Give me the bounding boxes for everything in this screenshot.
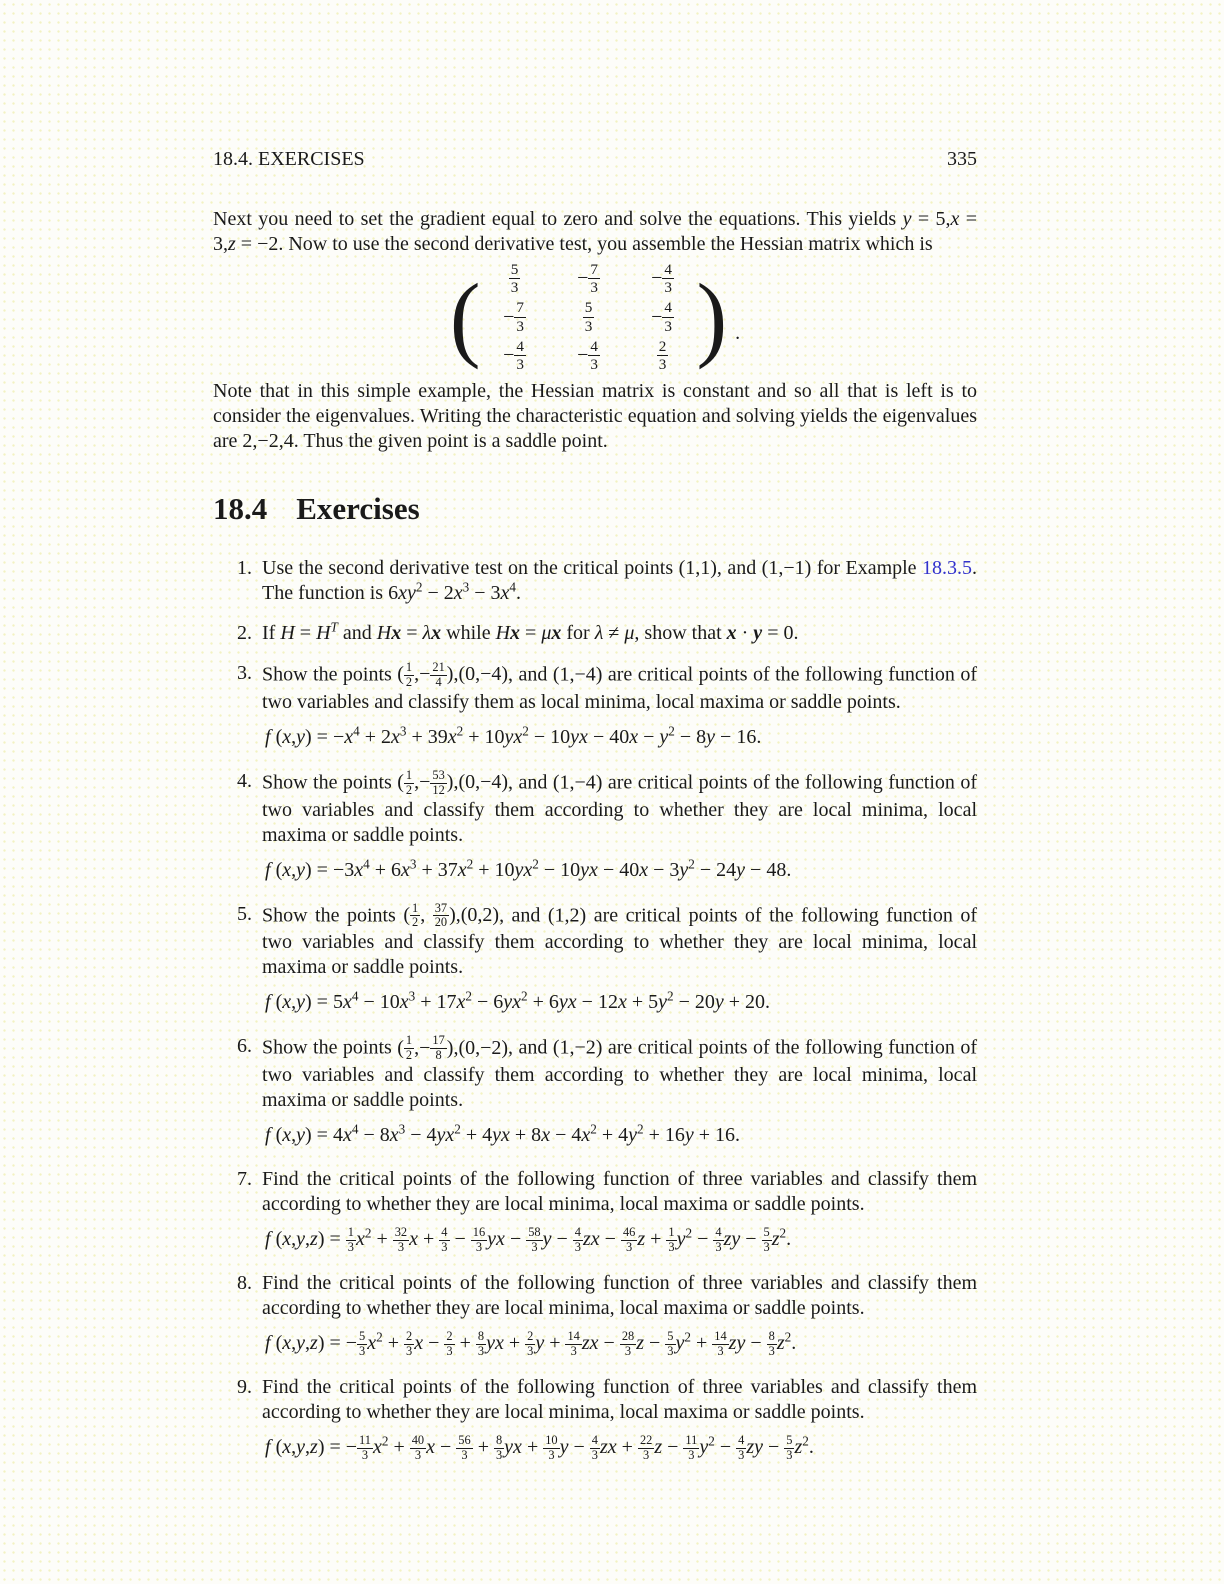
inline-math: (1,−2) (552, 1036, 603, 1059)
inline-math: 2,−2,4 (242, 430, 294, 452)
section-number: 18.4 (213, 491, 268, 526)
fraction: $\frac{8}{3}$ (768, 1328, 775, 1358)
fraction: $\frac{56}{3}$ (458, 1432, 471, 1462)
matrix-left-paren: ( (449, 263, 481, 371)
fraction: $\frac{2}{3}$ (527, 1328, 534, 1358)
inline-math: f (x,y,z) = − $\frac{11}{3}$ $x^2$ + $\frac{40}{3}$ x − $\frac{56}{3}$ + $\frac{8}{3}$ yx + $\frac{10}{3}$ y − $\frac{4}{3}$ zx + $\frac{22}{3}$ z − $\frac{11}{3}$ $y^2$ − $\frac{4}{3}$ zy − $\frac{5}{3}$ $z^2$. (265, 1432, 814, 1462)
fraction: $\frac{1}{2}$ (412, 900, 419, 930)
matrix-cell: − $\frac{7}{3}$ (503, 299, 524, 335)
exercise-body: Show the points ( $\frac{1}{2}$ ,− $\frac{53}{12}$ ),(0,−4), and (1,−4) are critical points of the following function of two variables and classify them according to whether they are local minima, local maxima or saddle points. (262, 767, 977, 846)
exercise-equation (262, 1222, 977, 1256)
exercise-content (262, 556, 977, 606)
inline-math: ( $\frac{1}{2}$ ,− $\frac{53}{12}$ ),(0,−4) (397, 767, 509, 797)
hessian-matrix (213, 261, 977, 373)
exercise-body: Find the critical points of the following function of three variables and classify them according to whether they are local minima, local maxima or saddle points. (262, 1168, 977, 1216)
fraction: $\frac{14}{3}$ (714, 1328, 727, 1358)
exercise-content (262, 902, 977, 1020)
fraction: $\frac{22}{3}$ (639, 1432, 653, 1462)
fraction: $\frac{58}{3}$ (528, 1224, 541, 1254)
exercise-item (213, 556, 977, 606)
exercise-item (213, 769, 977, 887)
exercise-number: 2. (237, 622, 252, 644)
fraction: $\frac{8}{3}$ (495, 1432, 503, 1462)
fraction: $\frac{1}{2}$ (405, 767, 413, 797)
exercise-content (262, 661, 977, 754)
inline-math: (1,−4) (552, 771, 603, 794)
inline-math: f $(x,y) = 5x^4 - 10x^3 + 17x^2 - 6yx^2 + 6yx - 12x + 5y^2 - 20y + 20$. (265, 988, 771, 1014)
section-heading (213, 492, 977, 526)
matrix-cell (563, 299, 615, 334)
exercise-equation (262, 985, 977, 1019)
exercise-item (213, 1271, 977, 1360)
matrix-cell: − $\frac{4}{3}$ (503, 337, 524, 373)
fraction: $\frac{17}{8}$ (432, 1033, 445, 1063)
fraction: $\frac{5}{3}$ (667, 1328, 674, 1358)
exercise-item (213, 661, 977, 754)
fraction: $\frac{8}{3}$ (477, 1328, 485, 1358)
matrix-period: . (735, 321, 741, 344)
fraction: $\frac{11}{3}$ (685, 1432, 698, 1462)
exercise-number: 3. (237, 662, 252, 684)
fraction: $\frac{2}{3}$ (406, 1328, 413, 1358)
exercise-content (262, 1034, 977, 1152)
fraction: $\frac{4}{3}$ (664, 261, 672, 297)
fraction: $\frac{7}{3}$ (590, 261, 598, 297)
exercise-number: 4. (237, 769, 252, 792)
inline-math: y = 5,x = 3,z = −2 (213, 208, 978, 255)
matrix-cell: − $\frac{4}{3}$ (651, 261, 672, 297)
fraction: $\frac{40}{3}$ (411, 1432, 425, 1462)
fraction: $\frac{5}{3}$ (584, 299, 593, 335)
fraction: $\frac{4}{3}$ (738, 1432, 745, 1462)
inline-math: f (x,y,z) = − $\frac{5}{3}$ $x^2$ + $\frac{2}{3}$ x − $\frac{2}{3}$ + $\frac{8}{3}$ yx + $\frac{2}{3}$ y + $\frac{14}{3}$ zx − $\frac{28}{3}$ z − $\frac{5}{3}$ $y^2$ + $\frac{14}{3}$ zy − $\frac{8}{3}$ $z^2$. (265, 1328, 797, 1358)
inline-math: f $(x,y) = 4x^4 - 8x^3 - 4yx^2 + 4yx + 8x - 4x^2 + 4y^2 + 16y + 16$. (265, 1121, 741, 1147)
fraction: $\frac{4}{3}$ (574, 1224, 581, 1254)
exercise-number: 9. (237, 1376, 252, 1399)
exercise-body: If $H = H^T$ and Hx = λx while Hx = μx for λ ≠ μ, show that x · y = 0. (262, 619, 799, 644)
fraction: $\frac{2}{3}$ (658, 337, 667, 373)
inline-math: ( $\frac{1}{2}$ ,− $\frac{21}{4}$ ),(0,−4) (397, 660, 509, 689)
exercise-content (262, 769, 977, 887)
intro-paragraph-1: Next you need to set the gradient equal to zero and solve the equations. This yields y = 5,x = 3,z = −2. Now to use the second derivative test, you assemble the Hessian matrix which is (213, 208, 978, 255)
fraction: $\frac{5}{3}$ (786, 1432, 793, 1462)
exercise-body: Use the second derivative test on the critical points (1,1), and (1,−1) for Example 18.3.5. The function is $6xy^2 - 2x^3 - 3x^4$. (262, 557, 977, 604)
exercise-content (262, 1375, 977, 1464)
fraction: $\frac{32}{3}$ (394, 1224, 408, 1254)
inline-math: $6xy^2 - 2x^3 - 3x^4$ (388, 579, 516, 604)
inline-math: (1,2) (547, 903, 587, 926)
inline-math: f $(x,y) = -3x^4 + 6x^3 + 37x^2 + 10yx^2 - 10yx - 40x - 3y^2 - 24y - 48$. (265, 855, 792, 881)
fraction: $\frac{4}{3}$ (590, 337, 598, 373)
page-header (213, 147, 977, 171)
exercise-equation (262, 1326, 977, 1360)
fraction: $\frac{4}{3}$ (591, 1432, 598, 1462)
exercise-item (213, 1034, 977, 1152)
inline-math: x · y = 0 (726, 622, 794, 644)
fraction: $\frac{4}{3}$ (441, 1224, 448, 1254)
exercise-number: 1. (237, 557, 252, 579)
page-number: 335 (947, 148, 977, 170)
exercise-content (262, 621, 977, 646)
exercise-equation (262, 720, 977, 754)
fraction: $\frac{14}{3}$ (567, 1328, 580, 1358)
exercise-content (262, 1167, 977, 1256)
exercise-equation (262, 1118, 977, 1152)
exercise-item (213, 1375, 977, 1464)
fraction: $\frac{11}{3}$ (359, 1432, 371, 1462)
fraction: $\frac{16}{3}$ (472, 1224, 486, 1254)
fraction: $\frac{1}{3}$ (347, 1224, 354, 1254)
fraction: $\frac{5}{3}$ (359, 1328, 366, 1358)
fraction: $\frac{1}{3}$ (668, 1224, 675, 1254)
matrix-right-paren: ) (696, 263, 728, 371)
inline-math: (1,1) (678, 557, 717, 579)
exercise-item (213, 1167, 977, 1256)
fraction: $\frac{28}{3}$ (621, 1328, 635, 1358)
exercise-item (213, 621, 977, 646)
exercise-equation (262, 853, 977, 887)
fraction: $\frac{5}{3}$ (763, 1224, 770, 1254)
intro-paragraph-2: Note that in this simple example, the Hessian matrix is constant and so all that is left is to consider the eigenvalues. Writing the characteristic equation and solving yields the eigenvalues are 2,−2,4. Thus the given point is a saddle point. (213, 380, 977, 452)
fraction: $\frac{5}{3}$ (510, 261, 519, 297)
fraction: $\frac{4}{3}$ (664, 299, 672, 335)
inline-math: Hx = λx (376, 622, 442, 644)
inline-math: (1,−4) (552, 663, 603, 686)
exercise-body: Show the points ( $\frac{1}{2}$ , $\frac{37}{20}$ ),(0,2), and (1,2) are critical points of the following function of two variables and classify them according to whether they are local minima, local maxima or saddle points. (262, 900, 978, 979)
fraction: $\frac{7}{3}$ (516, 299, 524, 335)
exercise-list (213, 556, 977, 1464)
fraction: $\frac{21}{4}$ (432, 660, 445, 689)
fraction: $\frac{4}{3}$ (516, 337, 524, 373)
inline-math: $H = H^T$ (280, 619, 338, 644)
matrix-entries (489, 261, 689, 372)
inline-math: ( $\frac{1}{2}$ , $\frac{37}{20}$ ),(0,2) (403, 900, 500, 930)
exercise-number: 8. (237, 1272, 252, 1295)
matrix-cell: − $\frac{7}{3}$ (577, 261, 598, 297)
fraction: $\frac{46}{3}$ (622, 1224, 636, 1254)
example-ref-link[interactable]: 18.3.5 (922, 557, 972, 579)
fraction: $\frac{10}{3}$ (545, 1432, 558, 1462)
fraction: $\frac{4}{3}$ (715, 1224, 722, 1254)
matrix-cell (489, 261, 541, 296)
inline-math: f (x,y,z) = $\frac{1}{3}$ $x^2$ + $\frac{32}{3}$ x + $\frac{4}{3}$ − $\frac{16}{3}$ yx − $\frac{58}{3}$ y − $\frac{4}{3}$ zx − $\frac{46}{3}$ z + $\frac{1}{3}$ $y^2$ − $\frac{4}{3}$ zy − $\frac{5}{3}$ $z^2$. (265, 1224, 792, 1254)
inline-math: f $(x,y) = -x^4 + 2x^3 + 39x^2 + 10yx^2 - 10yx - 40x - y^2 - 8y - 16$. (265, 723, 762, 748)
exercise-content (262, 1271, 977, 1360)
exercise-item (213, 902, 977, 1020)
matrix-cell (637, 338, 689, 373)
exercise-number: 7. (237, 1168, 252, 1191)
matrix-cell: − $\frac{4}{3}$ (651, 299, 672, 335)
inline-math: ( $\frac{1}{2}$ ,− $\frac{17}{8}$ ),(0,−2) (397, 1033, 509, 1063)
fraction: $\frac{37}{20}$ (434, 900, 448, 930)
exercise-number: 5. (237, 902, 252, 925)
inline-math: (1,−1) (761, 557, 812, 579)
exercise-body: Find the critical points of the following function of three variables and classify them according to whether they are local minima, local maxima or saddle points. (262, 1272, 977, 1320)
fraction: $\frac{53}{12}$ (432, 767, 445, 797)
running-header: 18.4. EXERCISES (213, 148, 365, 170)
matrix-cell: − $\frac{4}{3}$ (577, 337, 598, 373)
inline-math: λ ≠ μ (594, 622, 635, 644)
exercise-body: Show the points ( $\frac{1}{2}$ ,− $\frac{17}{8}$ ),(0,−2), and (1,−2) are critical points of the following function of two variables and classify them according to whether they are local minima, local maxima or saddle points. (262, 1033, 977, 1112)
section-title: Exercises (296, 491, 420, 526)
exercise-body: Find the critical points of the following function of three variables and classify them according to whether they are local minima, local maxima or saddle points. (262, 1376, 977, 1424)
exercise-body: Show the points ( $\frac{1}{2}$ ,− $\frac{21}{4}$ ),(0,−4), and (1,−4) are critical points of the following function of two variables and classify them as local minima, local maxima or saddle points. (262, 660, 977, 713)
fraction: $\frac{2}{3}$ (446, 1328, 453, 1358)
exercise-number: 6. (237, 1035, 252, 1058)
inline-math: Hx = μx (495, 622, 562, 644)
fraction: $\frac{1}{2}$ (405, 1033, 413, 1063)
fraction: $\frac{1}{2}$ (405, 660, 413, 689)
exercise-equation (262, 1430, 977, 1464)
